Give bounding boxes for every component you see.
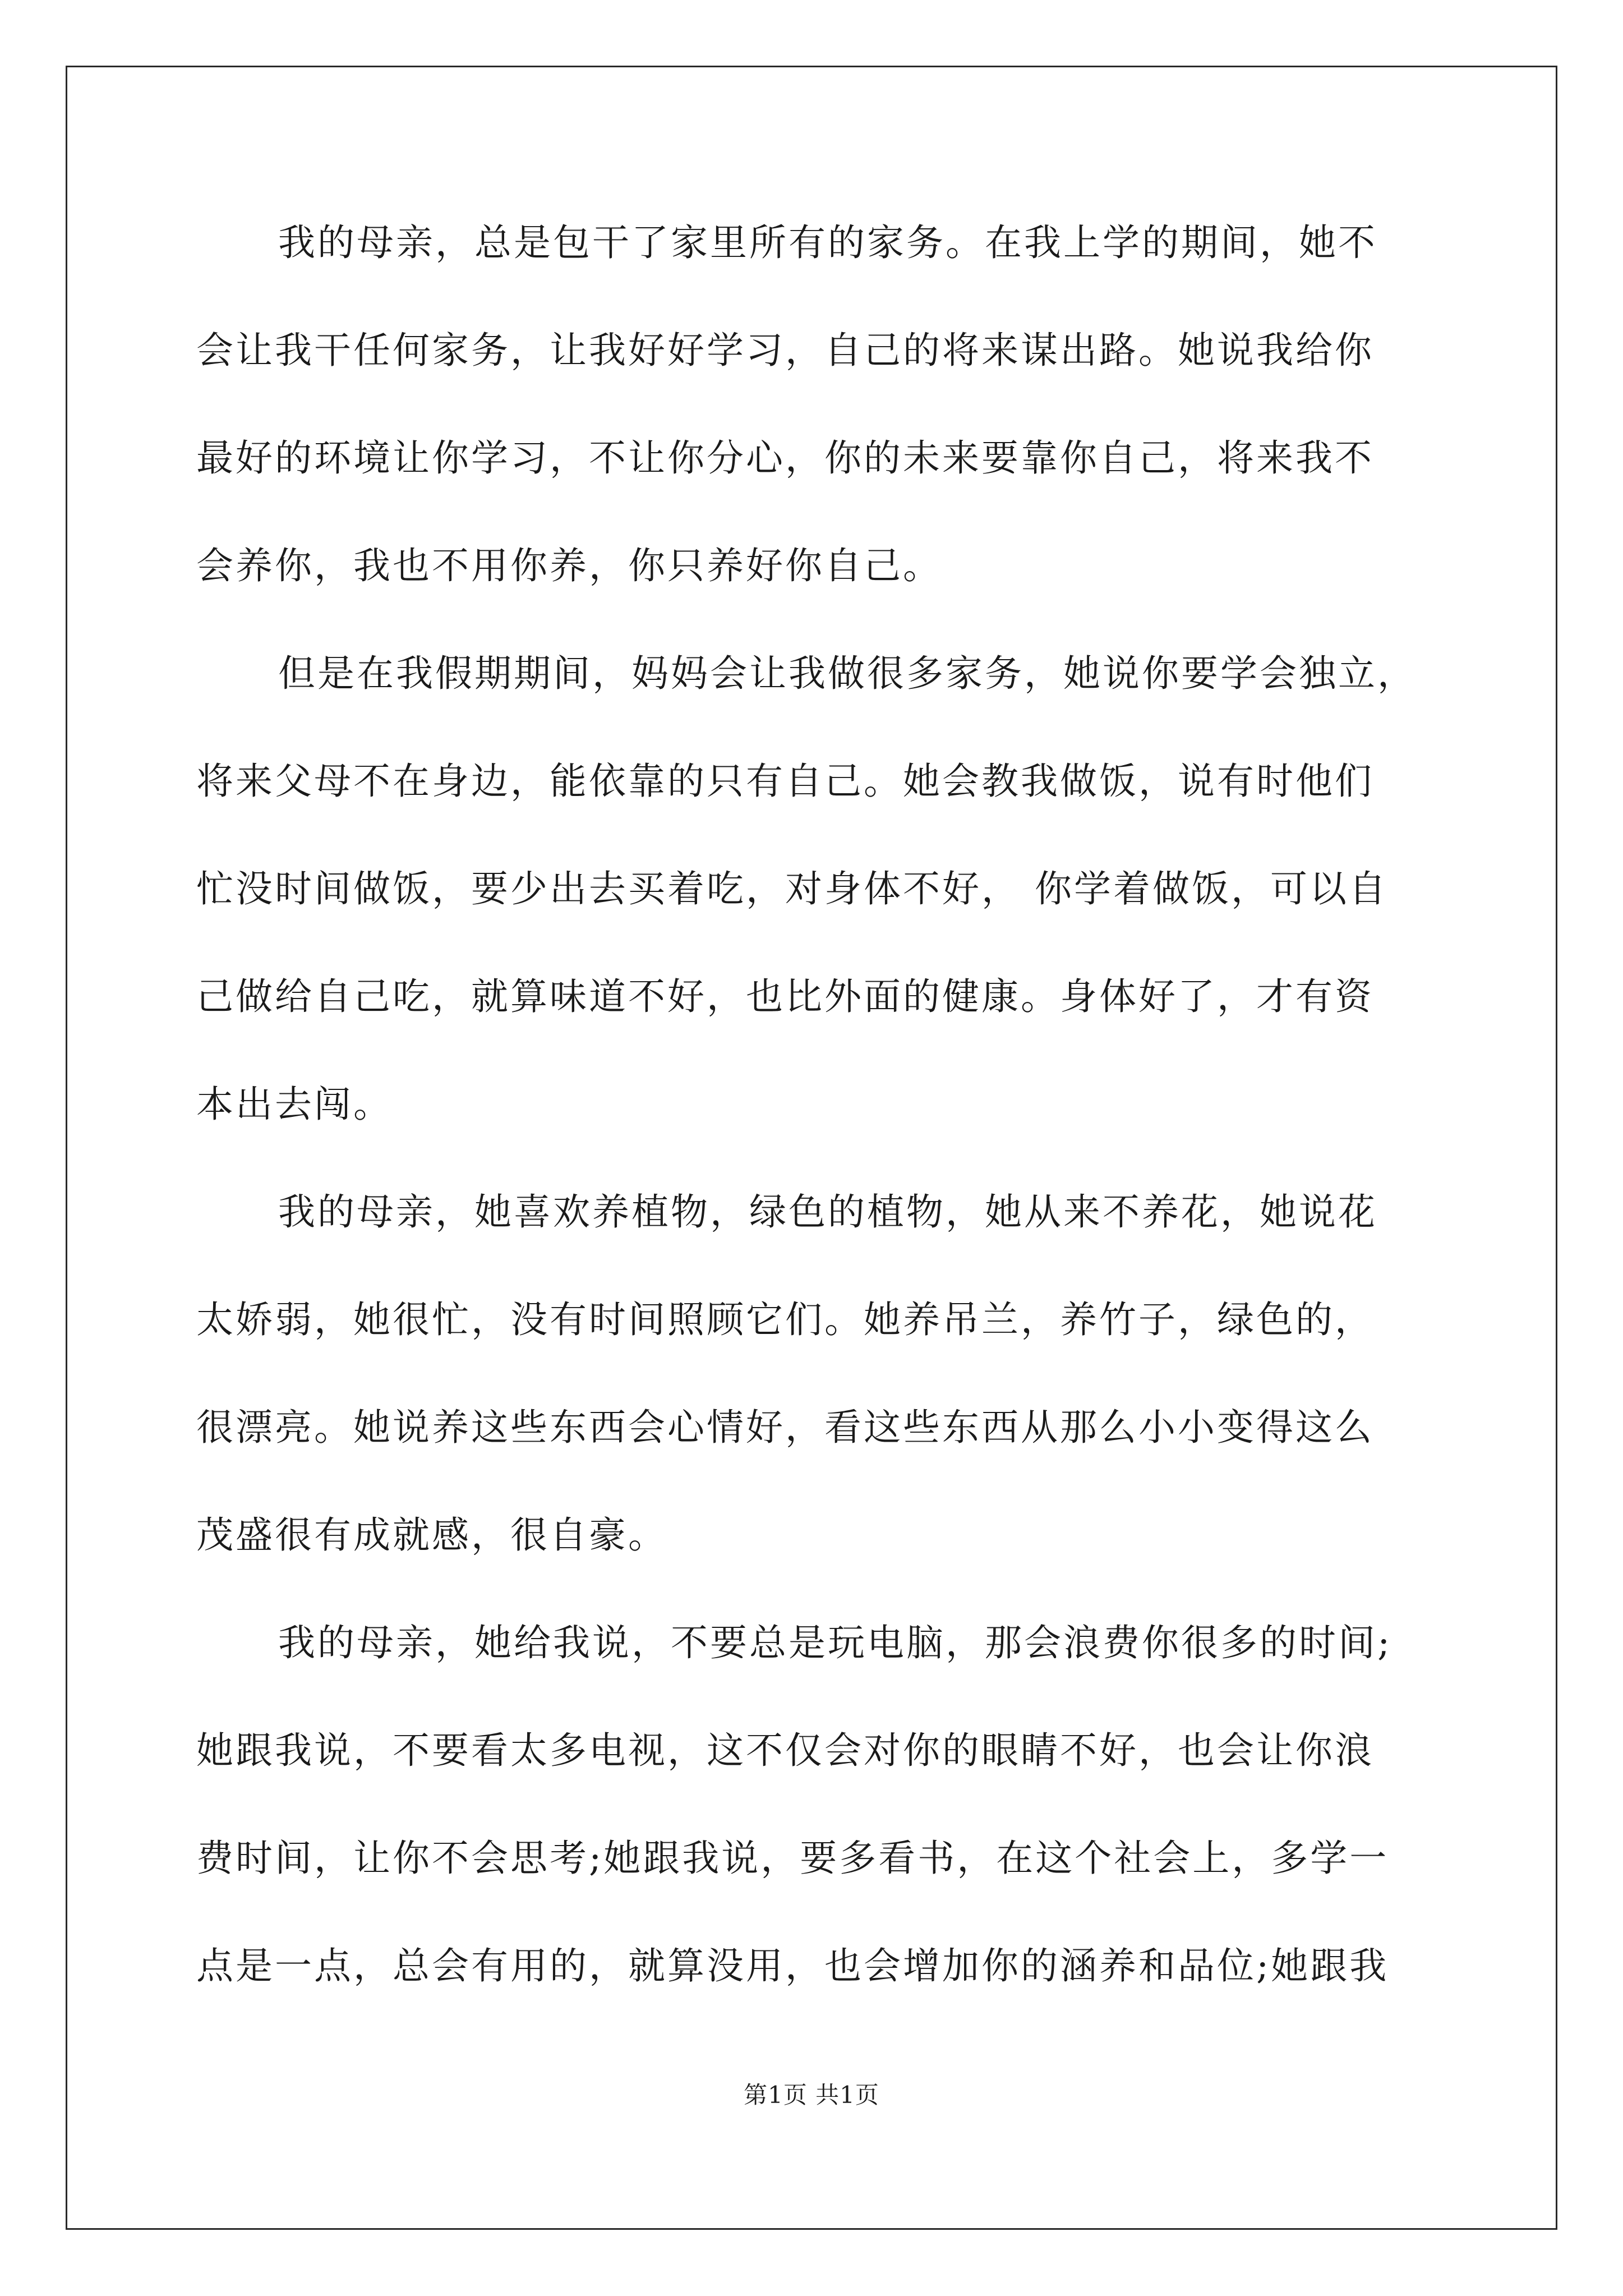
paragraph-2-line-2: 将来父母不在身边，能依靠的只有自己。她会教我做饭，说有时他们 xyxy=(196,760,1374,803)
paragraph-1-line-4: 会养你，我也不用你养，你只养好你自己。 xyxy=(196,544,942,587)
paragraph-1-line-2: 会让我干任何家务，让我好好学习，自己的将来谋出路。她说我给你 xyxy=(196,329,1374,372)
paragraph-2-line-5: 本出去闯。 xyxy=(196,1083,393,1126)
paragraph-3-line-1: 我的母亲，她喜欢养植物，绿色的植物，她从来不养花，她说花 xyxy=(278,1190,1377,1234)
paragraph-4-line-1: 我的母亲，她给我说，不要总是玩电脑，那会浪费你很多的时间; xyxy=(278,1621,1393,1664)
paragraph-4-line-4: 点是一点，总会有用的，就算没用，也会增加你的涵养和品位;她跟我 xyxy=(196,1944,1389,1987)
page-footer: 第1页 共1页 xyxy=(744,2081,879,2109)
document-body xyxy=(196,212,1464,2043)
paragraph-1-line-1: 我的母亲，总是包干了家里所有的家务。在我上学的期间，她不 xyxy=(278,221,1377,264)
paragraph-2-line-3: 忙没时间做饭，要少出去买着吃，对身体不好， 你学着做饭，可以自 xyxy=(196,867,1388,910)
paragraph-3-line-3: 很漂亮。她说养这些东西会心情好，看这些东西从那么小小变得这么 xyxy=(196,1406,1374,1449)
paragraph-1-line-3: 最好的环境让你学习，不让你分心，你的未来要靠你自己，将来我不 xyxy=(196,436,1374,480)
paragraph-4-line-2: 她跟我说，不要看太多电视，这不仅会对你的眼睛不好，也会让你浪 xyxy=(196,1729,1374,1772)
paragraph-4-line-3: 费时间，让你不会思考;她跟我说，要多看书，在这个社会上，多学一 xyxy=(196,1837,1389,1880)
paragraph-2-line-4: 己做给自己吃，就算味道不好，也比外面的健康。身体好了，才有资 xyxy=(196,975,1374,1018)
paragraph-3-line-4: 茂盛很有成就感，很自豪。 xyxy=(196,1513,667,1557)
paragraph-2-line-1: 但是在我假期期间，妈妈会让我做很多家务，她说你要学会独立， xyxy=(278,652,1417,695)
paragraph-3-line-2: 太娇弱，她很忙，没有时间照顾它们。她养吊兰，养竹子，绿色的， xyxy=(196,1298,1374,1341)
